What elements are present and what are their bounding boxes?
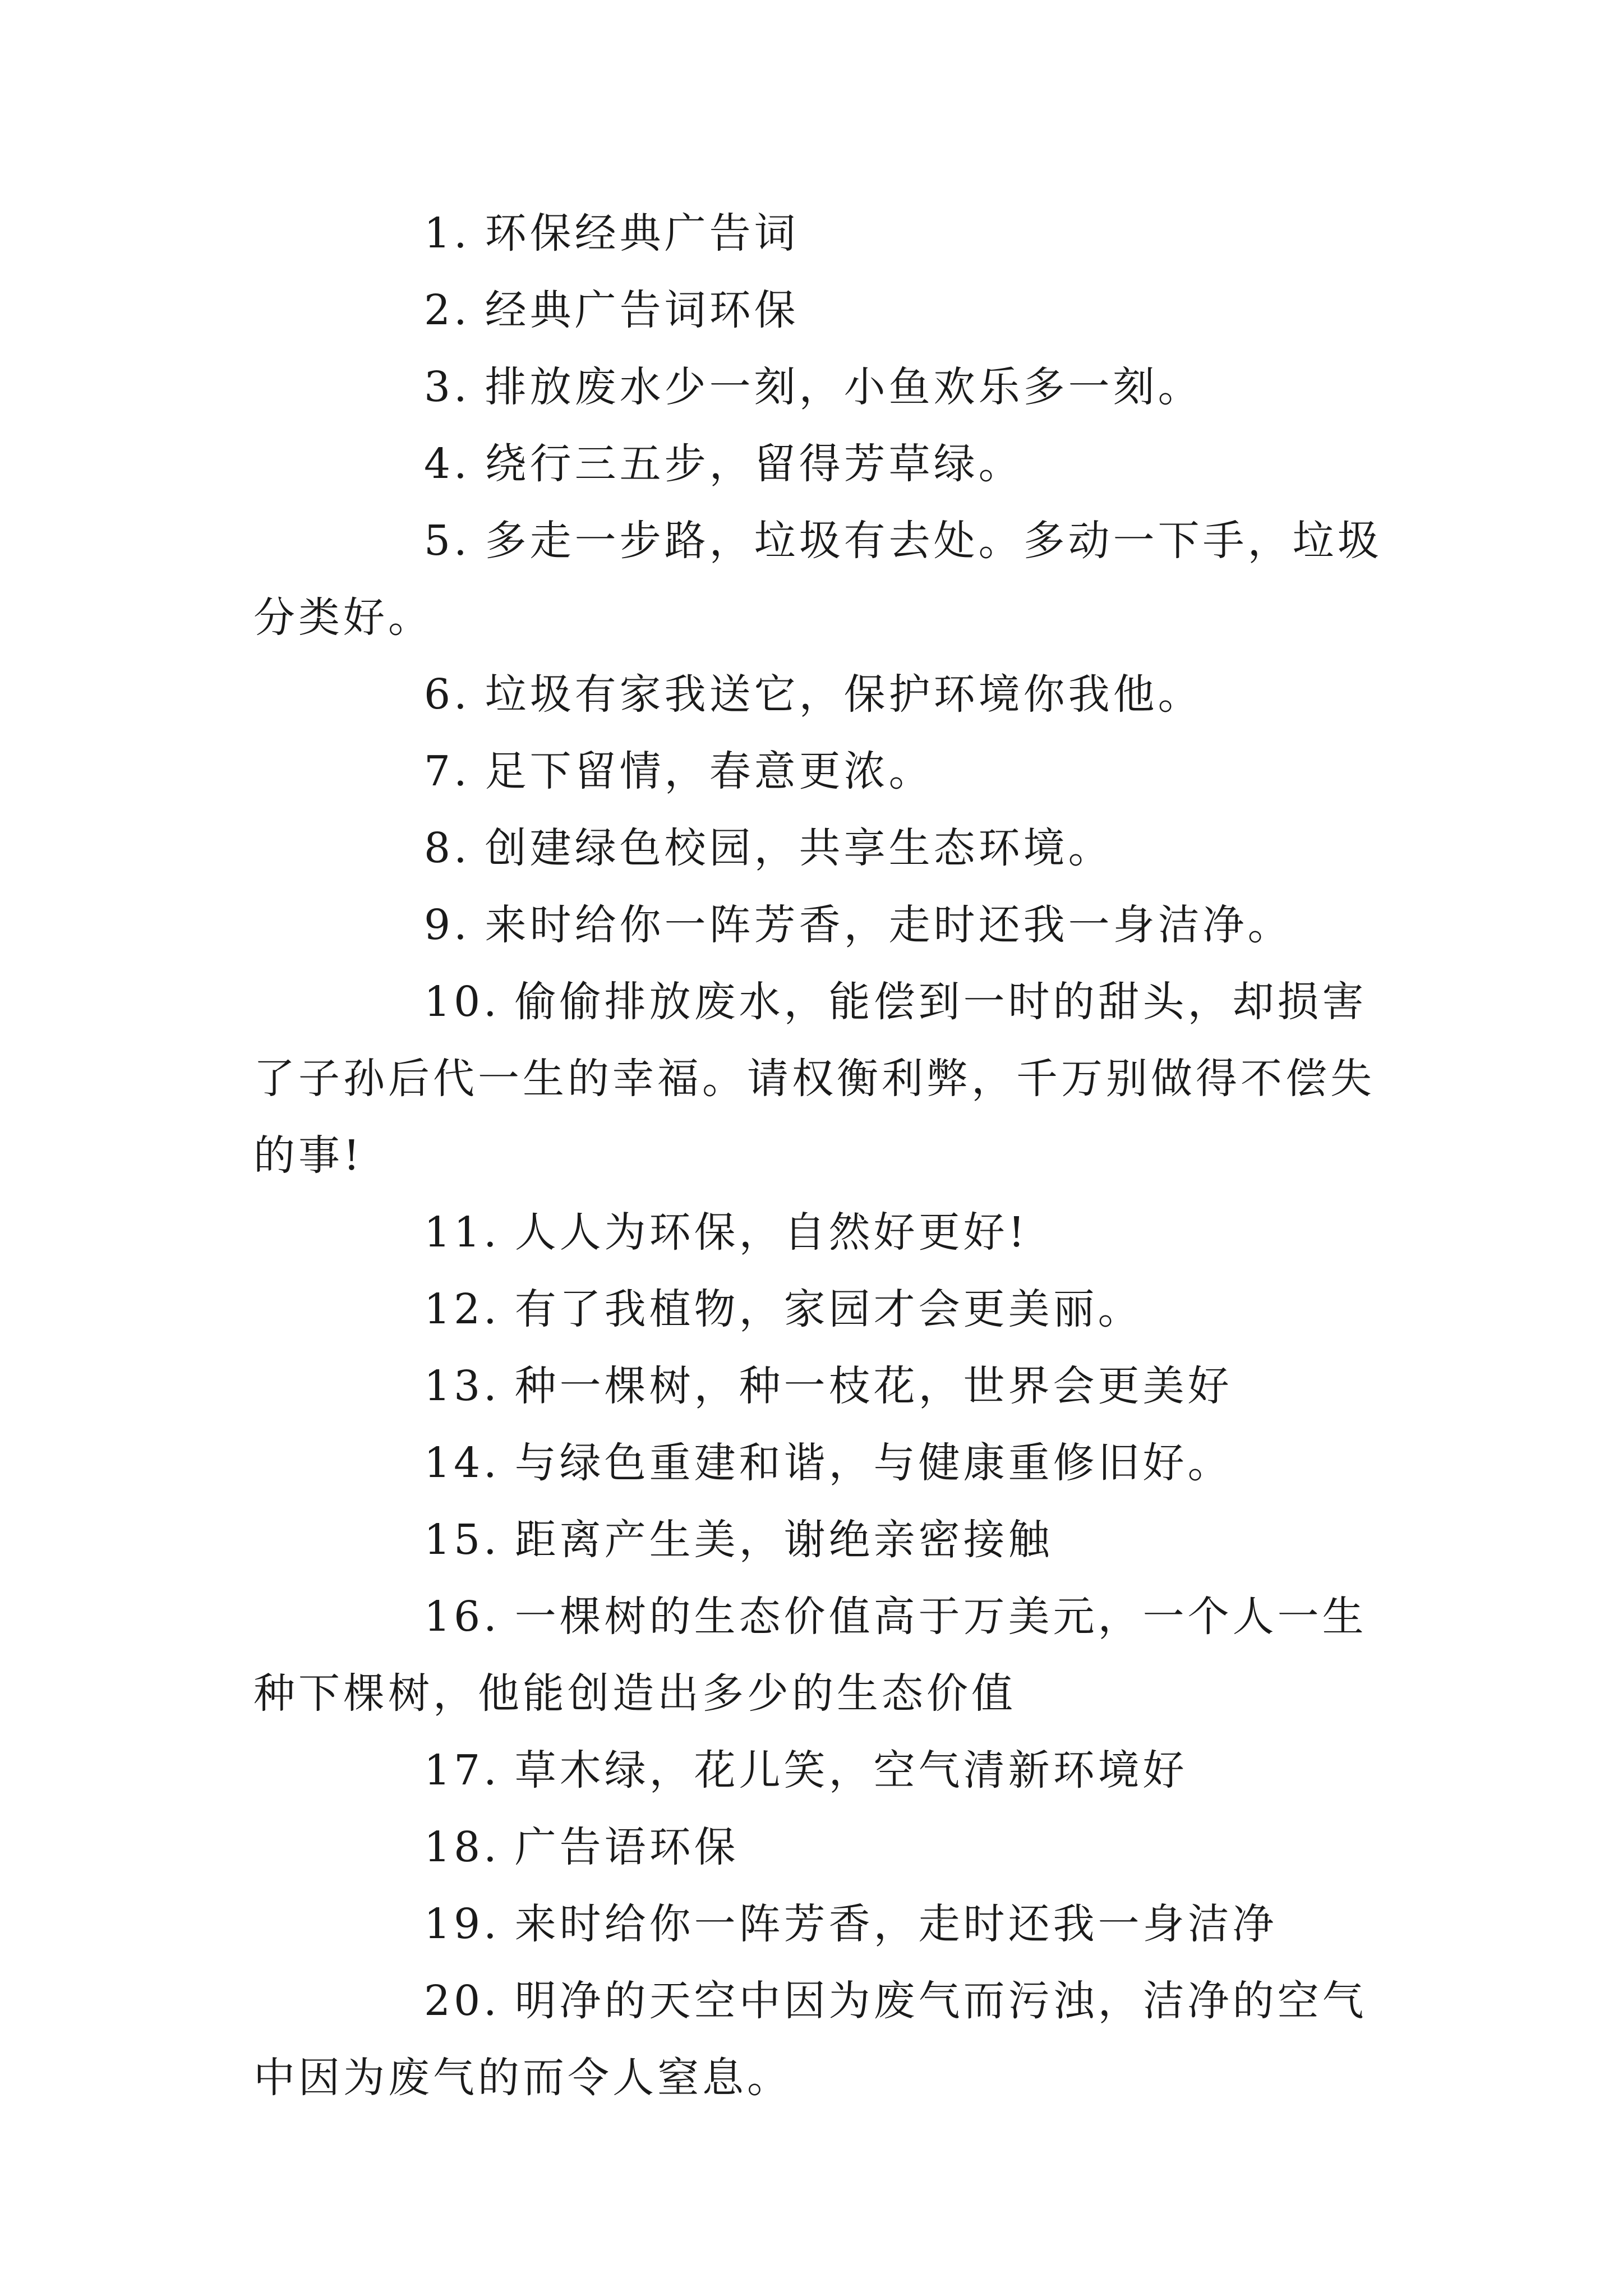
list-item [253,503,1386,656]
item-text: 偷偷排放废水，能偿到一时的甜头，却损害了子孙后代一生的幸福。请权衡利弊，千万别做得不偿失的事! [253,978,1375,1180]
item-text: 排放废水少一刻，小鱼欢乐多一刻。 [485,363,1203,411]
list-item [253,1348,1386,1425]
item-text: 草木绿，花儿笑，空气清新环境好 [514,1746,1188,1795]
item-text: 环保经典广告词 [485,209,799,257]
list-item [253,656,1386,733]
item-text: 垃圾有家我送它，保护环境你我他。 [485,670,1203,719]
item-number: 20. [424,1977,500,2025]
item-number: 10. [424,978,500,1026]
list-item [253,1579,1386,1732]
item-text: 一棵树的生态价值高于万美元，一个人一生种下棵树，他能创造出多少的生态价值 [253,1593,1367,1718]
slogan-list [253,195,1386,2116]
item-number: 17. [424,1746,500,1795]
item-text: 种一棵树，种一枝花，世界会更美好 [514,1362,1233,1410]
item-number: 12. [424,1285,500,1333]
item-text: 多走一步路，垃圾有去处。多动一下手，垃圾分类好。 [253,517,1382,642]
item-number: 16. [424,1593,500,1641]
item-number: 19. [424,1900,500,1948]
item-number: 14. [424,1439,500,1487]
list-item [253,1732,1386,1809]
list-item [253,964,1386,1194]
item-text: 经典广告词环保 [485,286,799,334]
list-item [253,887,1386,964]
list-item [253,810,1386,887]
item-number: 8. [424,824,471,872]
item-number: 15. [424,1516,500,1564]
item-text: 来时给你一阵芳香，走时还我一身洁净。 [485,901,1293,949]
list-item [253,1963,1386,2116]
list-item [253,1425,1386,1502]
list-item [253,1886,1386,1963]
item-number: 1. [424,209,471,257]
list-item [253,1502,1386,1579]
item-text: 绕行三五步，留得芳草绿。 [485,440,1023,488]
item-number: 11. [424,1208,500,1257]
item-text: 来时给你一阵芳香，走时还我一身洁净 [514,1900,1278,1948]
item-number: 7. [424,747,471,795]
list-item [253,1194,1386,1271]
item-number: 18. [424,1823,500,1871]
item-text: 有了我植物，家园才会更美丽。 [514,1285,1143,1333]
item-text: 距离产生美，谢绝亲密接触 [514,1516,1053,1564]
list-item [253,1809,1386,1886]
list-item [253,349,1386,426]
item-number: 4. [424,440,471,488]
item-number: 3. [424,363,471,411]
list-item [253,426,1386,503]
list-item [253,195,1386,272]
item-text: 足下留情，春意更浓。 [485,747,934,795]
item-text: 创建绿色校园，共享生态环境。 [485,824,1113,872]
item-number: 6. [424,670,471,719]
item-number: 13. [424,1362,500,1410]
item-number: 2. [424,286,471,334]
item-text: 广告语环保 [514,1823,739,1871]
item-text: 人人为环保，自然好更好! [514,1208,1029,1257]
list-item [253,733,1386,810]
list-item [253,1271,1386,1348]
item-number: 5. [424,517,471,565]
item-text: 与绿色重建和谐，与健康重修旧好。 [514,1439,1233,1487]
item-text: 明净的天空中因为废气而污浊，洁净的空气中因为废气的而令人窒息。 [253,1977,1367,2102]
list-item [253,272,1386,349]
item-number: 9. [424,901,471,949]
